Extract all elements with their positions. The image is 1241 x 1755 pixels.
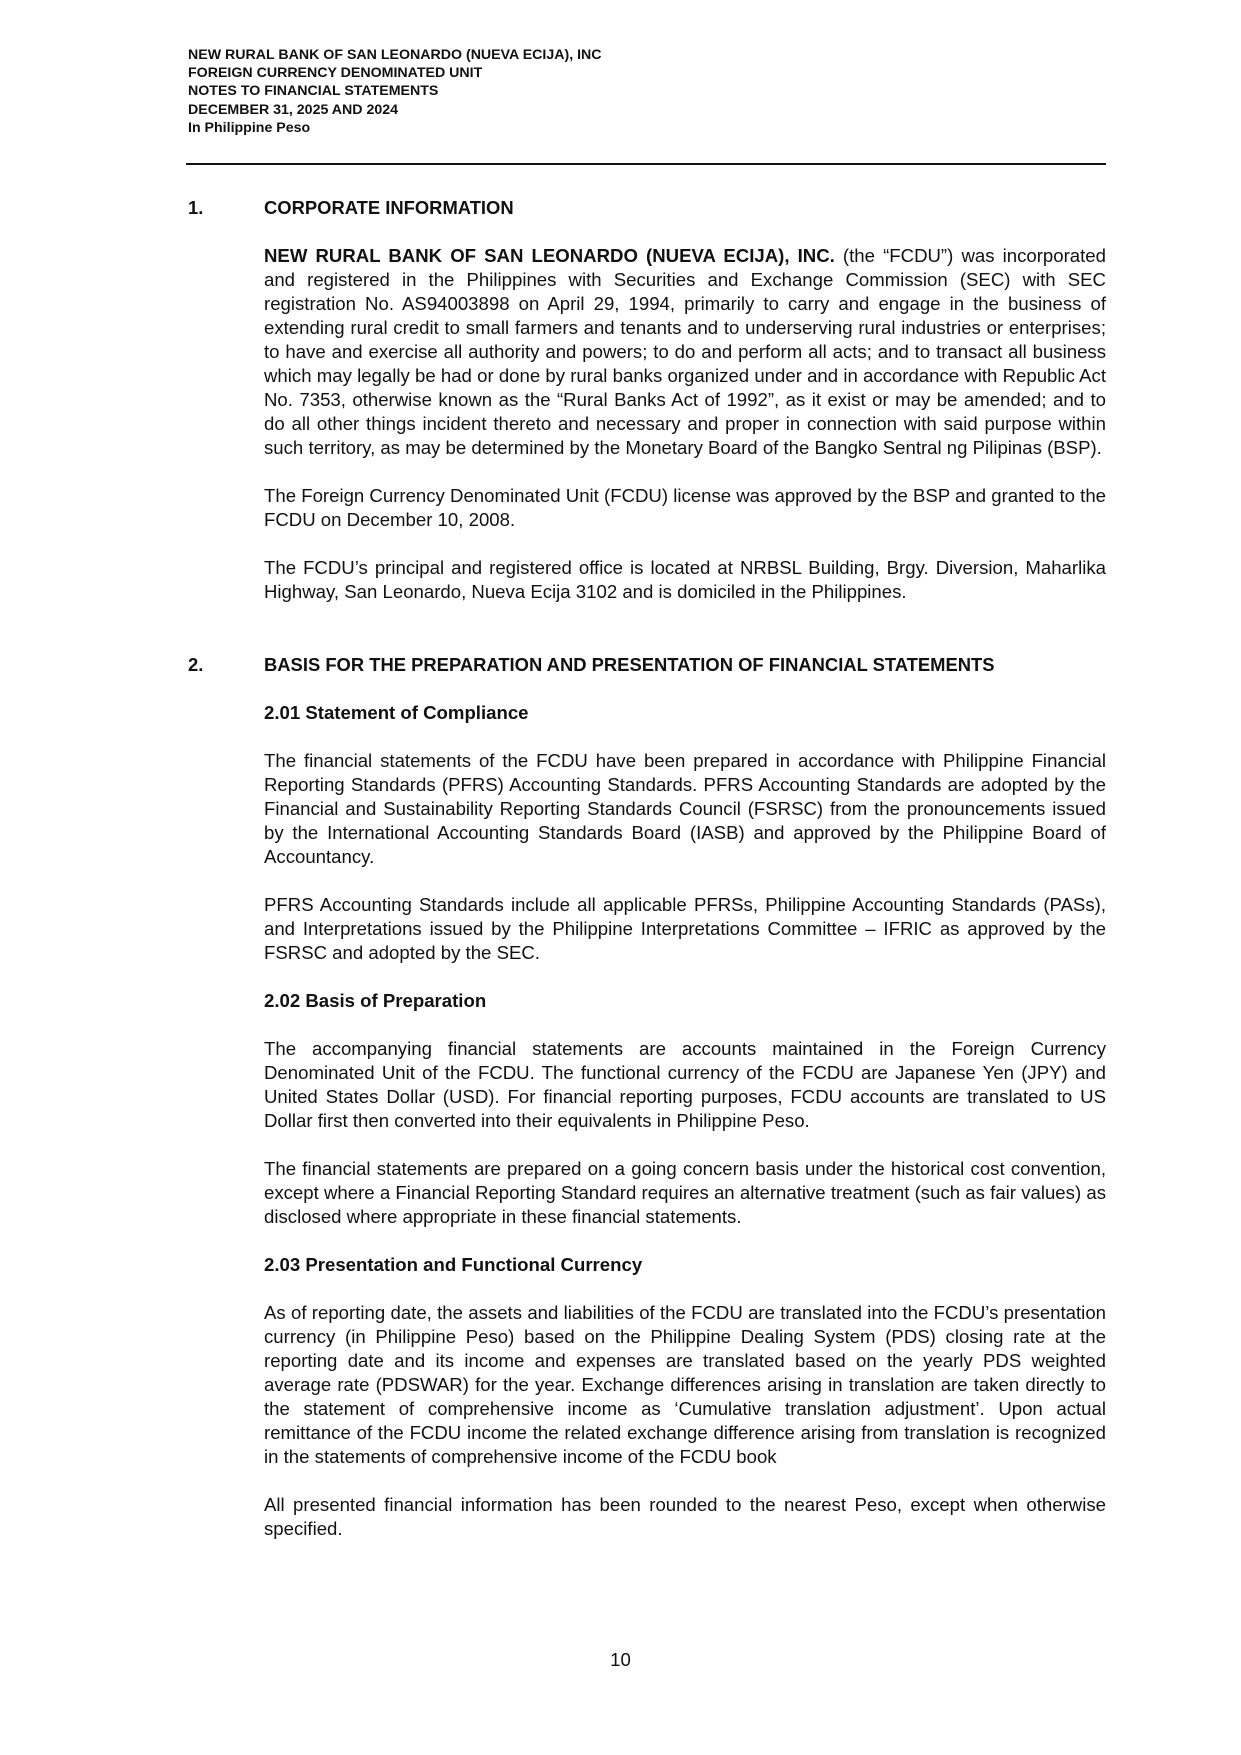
- section-1-paragraph-3: The FCDU’s principal and registered office is located at NRBSL Building, Brgy. Diversion, Maharlika Highway, San Leonardo, Nueva Ecija 3102 and is domiciled in the Philippines.: [264, 557, 1106, 602]
- header-period: DECEMBER 31, 2025 AND 2024: [188, 101, 399, 118]
- header-divider: [186, 163, 1106, 165]
- section-1-paragraph-1-text: (the “FCDU”) was incorporated and registered in the Philippines with Securities and Exchange Commission (SEC) with SEC registration No. AS94003898 on April 29, 1994, primarily to carry and engage in the business of extending rural credit to small farmers and tenants and to underserving rural industries or enterprises; to have and exercise all authority and powers; to do and perform all acts; and to transact all business which may legally be had or done by rural banks organized under and in accordance with Republic Act No. 7353, otherwise known as the “Rural Banks Act of 1992”, as it exist or may be amended; and to do all other things incident thereto and necessary and proper in connection with said purpose within such territory, as may be determined by the Monetary Board of the Bangko Sentral ng Pilipinas (BSP).: [264, 245, 1106, 458]
- section-2-title: BASIS FOR THE PREPARATION AND PRESENTATION OF FINANCIAL STATEMENTS: [264, 654, 995, 675]
- subsection-2-01-title: 2.01 Statement of Compliance: [264, 702, 529, 723]
- subsection-2-01-paragraph-2: PFRS Accounting Standards include all applicable PFRSs, Philippine Accounting Standards (PASs), and Interpretations issued by the Philippine Interpretations Committee – IFRIC as approved by the FSRSC and adopted by the SEC.: [264, 894, 1106, 963]
- document-body: [188, 196, 1106, 1541]
- page-number: 10: [610, 1649, 631, 1670]
- header-company-name: NEW RURAL BANK OF SAN LEONARDO (NUEVA ECIJA), INC: [188, 47, 602, 63]
- subsection-2-01-paragraph-1: The financial statements of the FCDU have been prepared in accordance with Philippine Financial Reporting Standards (PFRS) Accounting Standards. PFRS Accounting Standards are adopted by the Financial and Sustainability Reporting Standards Council (FSRSC) from the pronouncements issued by the International Accounting Standards Board (IASB) and approved by the Philippine Board of Accountancy.: [264, 750, 1106, 867]
- subsection-2-03-paragraph-1: As of reporting date, the assets and liabilities of the FCDU are translated into the FCDU’s presentation currency (in Philippine Peso) based on the Philippine Dealing System (PDS) closing rate at the reporting date and its income and expenses are translated based on the yearly PDS weighted average rate (PDSWAR) for the year. Exchange differences arising in translation are taken directly to the statement of comprehensive income as ‘Cumulative translation adjustment’. Upon actual remittance of the FCDU income the related exchange difference arising from translation is recognized in the statements of comprehensive income of the FCDU book: [264, 1302, 1106, 1467]
- document-header: [188, 46, 1108, 137]
- header-unit-name: FOREIGN CURRENCY DENOMINATED UNIT: [188, 65, 483, 82]
- section-2-heading: [188, 653, 1106, 677]
- section-2-number: 2.: [188, 654, 204, 675]
- company-name-lead: NEW RURAL BANK OF SAN LEONARDO (NUEVA ECIJA), INC.: [264, 245, 835, 266]
- header-document-title: NOTES TO FINANCIAL STATEMENTS: [188, 83, 439, 100]
- section-1-paragraph-2: The Foreign Currency Denominated Unit (FCDU) license was approved by the BSP and granted to the FCDU on December 10, 2008.: [264, 485, 1106, 530]
- subsection-2-03-paragraph-2: All presented financial information has been rounded to the nearest Peso, except when otherwise specified.: [264, 1494, 1106, 1539]
- subsection-2-03-title: 2.03 Presentation and Functional Currency: [264, 1254, 643, 1275]
- subsection-2-02-paragraph-2: The financial statements are prepared on a going concern basis under the historical cost convention, except where a Financial Reporting Standard requires an alternative treatment (such as fair values) as disclosed where appropriate in these financial statements.: [264, 1158, 1106, 1227]
- section-1-heading: [188, 196, 1106, 220]
- section-1-title: CORPORATE INFORMATION: [264, 197, 514, 218]
- subsection-2-02-title: 2.02 Basis of Preparation: [264, 990, 487, 1011]
- section-1-paragraph-1: [264, 244, 1106, 460]
- header-currency: In Philippine Peso: [188, 119, 311, 136]
- section-1-number: 1.: [188, 197, 204, 218]
- subsection-2-02-paragraph-1: The accompanying financial statements are accounts maintained in the Foreign Currency Denominated Unit of the FCDU. The functional currency of the FCDU are Japanese Yen (JPY) and United States Dollar (USD). For financial reporting purposes, FCDU accounts are translated to US Dollar first then converted into their equivalents in Philippine Peso.: [264, 1038, 1106, 1131]
